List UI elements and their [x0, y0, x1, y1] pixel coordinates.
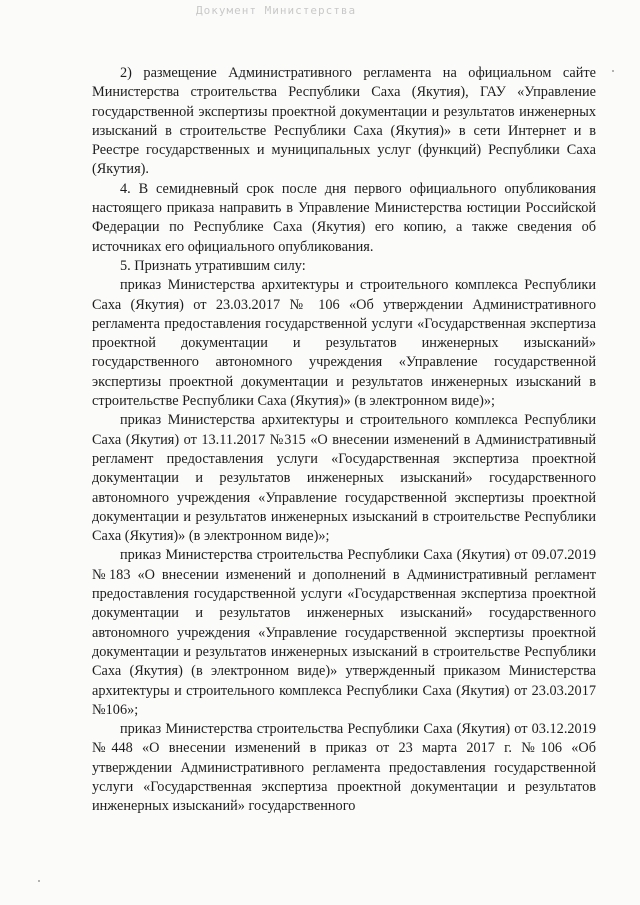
paragraph-publication: 4. В семидневный срок после дня первого официального опубликования настоящего приказа направить в Управление Министерства юстиции Российской Федерации по Республике Саха (Якутия) его копию, а также сведения об источниках его официального опубликования. — [92, 180, 596, 255]
paragraph-order-448: приказ Министерства строительства Республики Саха (Якутия) от 03.12.2019 №448 «О внесении изменений в приказ от 23 марта 2017 г. №106 «Об утверждении Административного регламента предоставления государственной услуги «Государственная экспертиза проектной документации и результатов инженерных изысканий» государственного — [92, 721, 596, 815]
paragraph-placement: 2) размещение Административного регламента на официальном сайте Министерства строительства Республики Саха (Якутия), ГАУ «Управление государственной экспертизы проектной документации и результатов инженерных изысканий в строительстве Республики Саха (Якутия)» в сети Интернет и в Реестре государственных и муниципальных услуг (функций) Республики Саха (Якутия). — [92, 65, 596, 178]
paragraph-order-106: приказ Министерства архитектуры и строительного комплекса Республики Саха (Якутия) от 23.03.2017 № 106 «Об утверждении Административного регламента предоставления государственной услуги «Государственная экспертиза проектной документации и результатов инженерных изысканий» государственного автономного учреждения «Управление государственной экспертизы проектной документации и результатов инженерных изысканий в строительстве Республики Саха (Якутия)» (в электронном виде)»; — [92, 277, 596, 410]
scan-header-mark: Документ Министерства — [196, 4, 357, 17]
document-body — [92, 64, 596, 817]
scan-speck — [38, 880, 40, 882]
scan-speck — [612, 70, 614, 72]
paragraph-order-315: приказ Министерства архитектуры и строительного комплекса Республики Саха (Якутия) от 13.11.2017 №315 «О внесении изменений в Административный регламент предоставления услуги «Государственная экспертиза проектной документации и результатов инженерных изысканий» государственного автономного учреждения «Управление государственной экспертизы проектной документации и результатов инженерных изысканий в строительстве Республики Саха (Якутия)» (в электронном виде)»; — [92, 412, 596, 545]
paragraph-order-183: приказ Министерства строительства Республики Саха (Якутия) от 09.07.2019 №183 «О внесении изменений и дополнений в Административный регламент предоставления государственной услуги «Государственная экспертиза проектной документации и результатов инженерных изысканий» государственного автономного учреждения «Управление государственной экспертизы проектной документации и результатов инженерных изысканий в строительстве Республики Саха (Якутия) (в электронном виде)» утвержденный приказом Министерства архитектуры и строительного комплекса Республики Саха (Якутия) от 23.03.2017 №106»; — [92, 547, 596, 718]
paragraph-repeal-heading: 5. Признать утратившим силу: — [120, 257, 306, 274]
